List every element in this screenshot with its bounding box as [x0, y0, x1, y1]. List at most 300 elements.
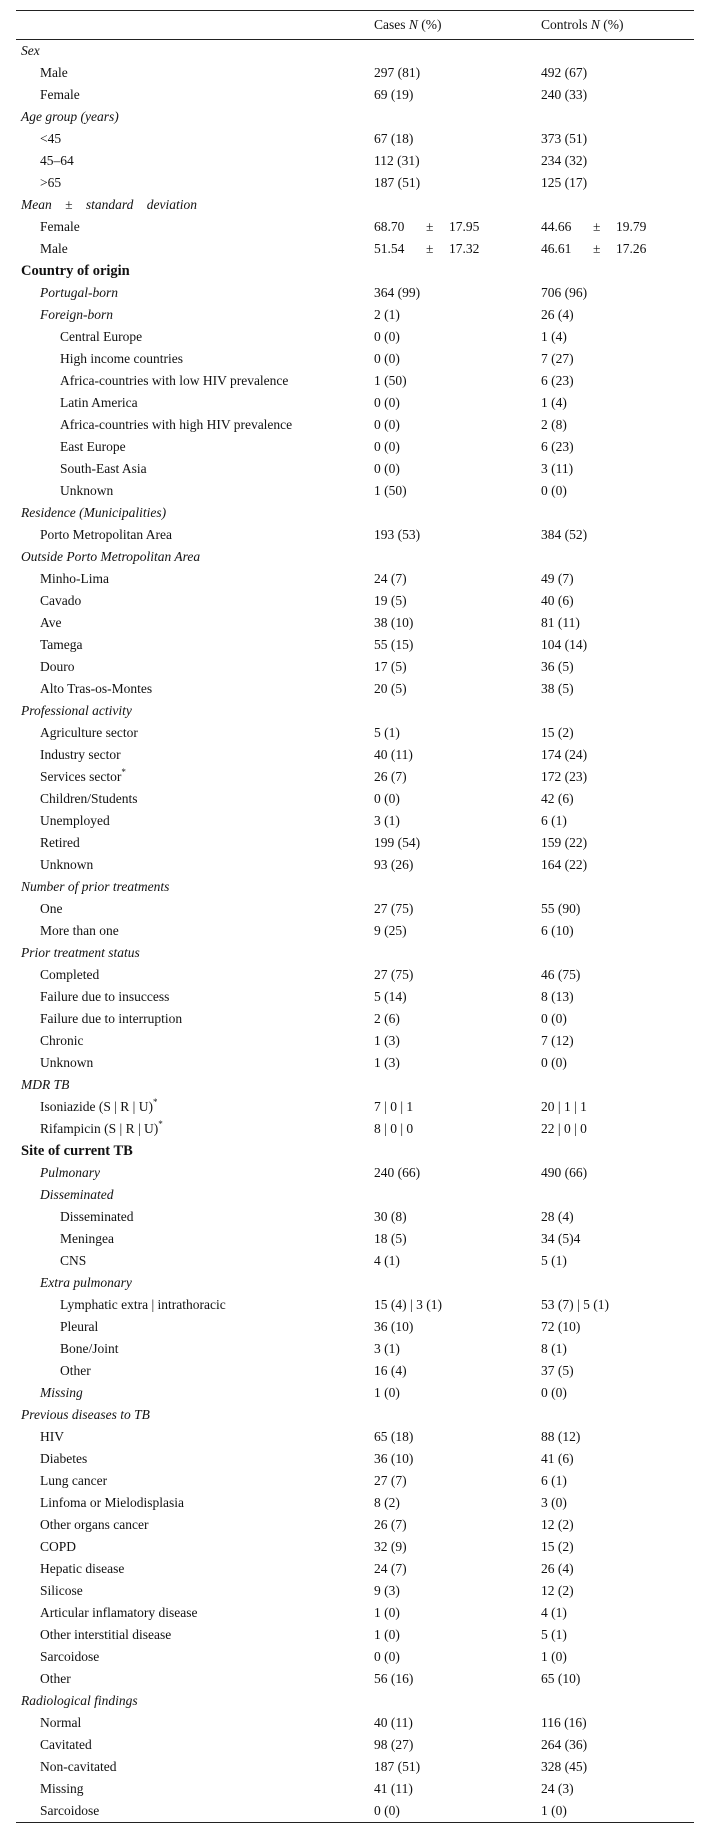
cases-value: 3 (1): [374, 813, 400, 828]
controls-value: 234 (32): [541, 153, 588, 168]
row-label: [60, 1250, 86, 1272]
row-label-text: Unknown: [60, 483, 114, 498]
table-row: [16, 1184, 694, 1206]
row-label: [40, 1558, 124, 1580]
cases-value: 36 (10): [374, 1319, 414, 1334]
table-row: [16, 1690, 694, 1712]
row-label-text: Porto Metropolitan Area: [40, 527, 172, 542]
table-row: [16, 480, 694, 502]
table-row: [16, 282, 694, 304]
table-row: [16, 502, 694, 524]
row-label: [40, 1712, 81, 1734]
cases-value: 1 (0): [374, 1605, 400, 1620]
table-row: [16, 524, 694, 546]
row-label-text: Site of current TB: [21, 1143, 133, 1159]
row-label: [21, 1690, 138, 1712]
controls-value: 38 (5): [541, 681, 574, 696]
cases-value: 193 (53): [374, 527, 421, 542]
row-label-text: Cavado: [40, 593, 82, 608]
row-label: [40, 1096, 158, 1118]
row-label-text: <45: [40, 131, 62, 146]
row-label-text: Retired: [40, 835, 80, 850]
plus-minus: ±: [426, 219, 434, 234]
sd-value: 19.79: [616, 219, 647, 234]
controls-value: 328 (45): [541, 1759, 588, 1774]
controls-value: 22 | 0 | 0: [541, 1121, 587, 1136]
row-label-text: MDR TB: [21, 1077, 70, 1092]
cases-value: 65 (18): [374, 1429, 414, 1444]
cases-value: 297 (81): [374, 65, 421, 80]
table-row: [16, 920, 694, 942]
row-label: [40, 1624, 171, 1646]
row-label: [40, 1448, 87, 1470]
controls-value: 125 (17): [541, 175, 588, 190]
row-label-text: Articular inflamatory disease: [40, 1605, 198, 1620]
table-row: [16, 348, 694, 370]
table-row: [16, 40, 694, 62]
row-label: [40, 1800, 99, 1822]
row-label: [21, 40, 40, 62]
cases-value: 56 (16): [374, 1671, 414, 1686]
table-row: [16, 62, 694, 84]
cases-value: 9 (3): [374, 1583, 400, 1598]
controls-value: 7 (12): [541, 1033, 574, 1048]
row-label-text: Cavitated: [40, 1737, 92, 1752]
table-row: [16, 370, 694, 392]
row-label-text: East Europe: [60, 439, 126, 454]
table-row: [16, 84, 694, 106]
cases-value: 187 (51): [374, 1759, 421, 1774]
cases-value: 19 (5): [374, 593, 407, 608]
row-label: [60, 480, 113, 502]
row-label: [21, 1404, 150, 1426]
row-label-text: Africa-countries with high HIV prevalence: [60, 417, 293, 432]
controls-value: 5 (1): [541, 1627, 567, 1642]
cases-value: 0 (0): [374, 439, 400, 454]
controls-value: 164 (22): [541, 857, 588, 872]
table-row: [16, 1800, 694, 1822]
row-label: [40, 1536, 76, 1558]
row-label-text: Portugal-born: [40, 285, 119, 300]
row-label: [40, 1492, 184, 1514]
controls-value: 12 (2): [541, 1517, 574, 1532]
row-label: [40, 832, 80, 854]
controls-value: 264 (36): [541, 1737, 588, 1752]
cases-value: 26 (7): [374, 1517, 407, 1532]
table-row: [16, 1338, 694, 1360]
cases-value: 9 (25): [374, 923, 407, 938]
cases-mean-sd: [374, 238, 479, 260]
row-label: [40, 1184, 114, 1206]
row-label: [21, 260, 130, 282]
table-row: [16, 1756, 694, 1778]
row-label: [40, 1734, 92, 1756]
cases-value: 15 (4) | 3 (1): [374, 1297, 442, 1312]
cases-value: 17 (5): [374, 659, 407, 674]
controls-value: 174 (24): [541, 747, 588, 762]
row-label: [60, 326, 142, 348]
row-label-text: Industry sector: [40, 747, 121, 762]
row-label: [40, 216, 80, 238]
cases-value: 26 (7): [374, 769, 407, 784]
controls-value: 81 (11): [541, 615, 580, 630]
controls-value: 65 (10): [541, 1671, 581, 1686]
table-row: [16, 414, 694, 436]
table-row: [16, 1030, 694, 1052]
footnote-marker: *: [158, 1119, 163, 1129]
row-label: [40, 1052, 93, 1074]
table-row: [16, 1294, 694, 1316]
cases-value: 24 (7): [374, 1561, 407, 1576]
row-label: [40, 282, 118, 304]
controls-value: 6 (23): [541, 373, 574, 388]
controls-value: 706 (96): [541, 285, 588, 300]
row-label: [21, 700, 132, 722]
table-row: [16, 1602, 694, 1624]
cases-value: 55 (15): [374, 637, 414, 652]
controls-mean-sd: [541, 216, 646, 238]
controls-value: 0 (0): [541, 1055, 567, 1070]
table-row: [16, 260, 694, 282]
cases-value: [374, 238, 479, 260]
row-label-text: Pulmonary: [40, 1165, 100, 1180]
cases-value: 41 (11): [374, 1781, 413, 1796]
table-row: [16, 1250, 694, 1272]
row-label: [40, 722, 138, 744]
cases-value: 69 (19): [374, 87, 414, 102]
cases-value: 2 (1): [374, 307, 400, 322]
row-label: [40, 1646, 99, 1668]
row-label-text: CNS: [60, 1253, 87, 1268]
controls-value: 42 (6): [541, 791, 574, 806]
table-row: [16, 1052, 694, 1074]
row-label-text: Ave: [40, 615, 62, 630]
row-label-text: Agriculture sector: [40, 725, 138, 740]
row-label: [60, 458, 147, 480]
cases-value: 27 (75): [374, 967, 414, 982]
row-label-text: South-East Asia: [60, 461, 147, 476]
row-label-text: Isoniazide (S | R | U): [40, 1099, 154, 1114]
table-row: [16, 1646, 694, 1668]
header-controls: Controls N (%): [541, 17, 624, 32]
cases-value: 2 (6): [374, 1011, 400, 1026]
row-label: [40, 1382, 83, 1404]
controls-value: 15 (2): [541, 725, 574, 740]
row-label-text: Diabetes: [40, 1451, 88, 1466]
cases-value: 187 (51): [374, 175, 421, 190]
table-row: [16, 678, 694, 700]
table-row: [16, 1668, 694, 1690]
table-row: [16, 172, 694, 194]
row-label-text: Latin America: [60, 395, 138, 410]
cases-value: 5 (1): [374, 725, 400, 740]
row-label-text: Douro: [40, 659, 75, 674]
row-label-text: Hepatic disease: [40, 1561, 125, 1576]
row-label-text: Male: [40, 65, 68, 80]
table-row: [16, 1712, 694, 1734]
row-label-text: Male: [40, 241, 68, 256]
table-row: [16, 128, 694, 150]
row-label-text: Outside Porto Metropolitan Area: [21, 549, 201, 564]
table-row: [16, 1360, 694, 1382]
row-label: [40, 1272, 132, 1294]
cases-value: 0 (0): [374, 395, 400, 410]
cases-value: 199 (54): [374, 835, 421, 850]
row-label: [21, 194, 197, 216]
controls-value: 373 (51): [541, 131, 588, 146]
table-row: [16, 832, 694, 854]
cases-value: 8 (2): [374, 1495, 400, 1510]
cases-value: 16 (4): [374, 1363, 407, 1378]
controls-value: 40 (6): [541, 593, 574, 608]
row-label-text: One: [40, 901, 63, 916]
cases-value: 364 (99): [374, 285, 421, 300]
table-row: [16, 106, 694, 128]
table-row: [16, 590, 694, 612]
row-label: [60, 436, 126, 458]
row-label-text: Country of origin: [21, 263, 130, 279]
cases-value: 0 (0): [374, 417, 400, 432]
table-row: [16, 304, 694, 326]
row-label-text: Central Europe: [60, 329, 143, 344]
row-label-text: Mean ± standard deviation: [21, 197, 198, 212]
plus-minus: ±: [426, 241, 434, 256]
cases-value: 0 (0): [374, 1803, 400, 1818]
cases-value: 1 (3): [374, 1033, 400, 1048]
row-label-text: Other: [40, 1671, 71, 1686]
controls-value: 88 (12): [541, 1429, 581, 1444]
controls-value: 159 (22): [541, 835, 588, 850]
row-label-text: Africa-countries with low HIV prevalence: [60, 373, 289, 388]
table-row: [16, 964, 694, 986]
row-label-text: Missing: [40, 1781, 84, 1796]
cases-value: 98 (27): [374, 1737, 414, 1752]
table-row: [16, 1228, 694, 1250]
cases-value: 93 (26): [374, 857, 414, 872]
row-label: [40, 766, 126, 788]
cases-value: 1 (0): [374, 1385, 400, 1400]
row-label-text: Prior treatment status: [21, 945, 140, 960]
controls-value: 490 (66): [541, 1165, 588, 1180]
row-label: [40, 1580, 83, 1602]
footnote-marker: *: [121, 767, 126, 777]
row-label-text: Minho-Lima: [40, 571, 109, 586]
controls-value: 8 (13): [541, 989, 574, 1004]
mean-value: 68.70: [374, 219, 405, 234]
table-row: [16, 1734, 694, 1756]
table-row: [16, 1382, 694, 1404]
table-body: [16, 40, 694, 1822]
table-row: [16, 1162, 694, 1184]
row-label: [40, 1162, 100, 1184]
cases-value: 0 (0): [374, 1649, 400, 1664]
row-label: [40, 744, 121, 766]
row-label: [40, 524, 172, 546]
cases-value: 4 (1): [374, 1253, 400, 1268]
table-bottom-rule: [16, 1822, 694, 1823]
table-row: [16, 744, 694, 766]
row-label: [40, 84, 80, 106]
row-label-text: Female: [40, 219, 80, 234]
row-label-text: 45–64: [40, 153, 74, 168]
controls-value: 37 (5): [541, 1363, 574, 1378]
row-label: [40, 1514, 148, 1536]
table-row: [16, 634, 694, 656]
cases-value: 40 (11): [374, 747, 413, 762]
table-row: [16, 854, 694, 876]
row-label-text: Tamega: [40, 637, 83, 652]
row-label: [21, 876, 169, 898]
row-label: [40, 612, 62, 634]
controls-value: 6 (23): [541, 439, 574, 454]
row-label: [21, 1140, 133, 1162]
row-label: [40, 920, 119, 942]
cases-value: 18 (5): [374, 1231, 407, 1246]
table-row: [16, 1008, 694, 1030]
row-label-text: Residence (Municipalities): [21, 505, 167, 520]
table-row: [16, 1426, 694, 1448]
controls-value: 2 (8): [541, 417, 567, 432]
row-label-text: Unemployed: [40, 813, 110, 828]
controls-value: 6 (1): [541, 1473, 567, 1488]
controls-value: 1 (4): [541, 329, 567, 344]
table-row: [16, 1140, 694, 1162]
controls-mean-sd: [541, 238, 646, 260]
controls-value: 1 (4): [541, 395, 567, 410]
table-row: [16, 722, 694, 744]
row-label: [40, 898, 63, 920]
table-row: [16, 1470, 694, 1492]
row-label: [60, 1228, 114, 1250]
controls-value: 104 (14): [541, 637, 588, 652]
controls-value: 20 | 1 | 1: [541, 1099, 587, 1114]
controls-value: 6 (10): [541, 923, 574, 938]
row-label-text: Number of prior treatments: [21, 879, 170, 894]
controls-value: 3 (11): [541, 461, 574, 476]
row-label: [40, 590, 81, 612]
row-label-text: Age group (years): [21, 109, 119, 124]
controls-value: 28 (4): [541, 1209, 574, 1224]
row-label: [40, 150, 74, 172]
cases-value: 1 (50): [374, 483, 407, 498]
row-label-text: Completed: [40, 967, 100, 982]
controls-value: 1 (0): [541, 1803, 567, 1818]
table-row: [16, 1558, 694, 1580]
table-row: [16, 986, 694, 1008]
sd-value: 17.32: [449, 241, 480, 256]
cases-value: 7 | 0 | 1: [374, 1099, 414, 1114]
row-label-text: Unknown: [40, 1055, 94, 1070]
row-label: [21, 1074, 69, 1096]
table-row: [16, 1514, 694, 1536]
row-label-text: Failure due to interruption: [40, 1011, 183, 1026]
cases-value: 27 (75): [374, 901, 414, 916]
footnote-marker: *: [153, 1097, 158, 1107]
table-row: [16, 1096, 694, 1118]
table-row: [16, 810, 694, 832]
cases-value: 1 (50): [374, 373, 407, 388]
row-label-text: Alto Tras-os-Montes: [40, 681, 153, 696]
controls-value: 172 (23): [541, 769, 588, 784]
row-label-text: Bone/Joint: [60, 1341, 119, 1356]
row-label-text: Linfoma or Mielodisplasia: [40, 1495, 184, 1510]
controls-value: 3 (0): [541, 1495, 567, 1510]
row-label: [60, 1360, 91, 1382]
controls-value: 26 (4): [541, 1561, 574, 1576]
cases-value: 20 (5): [374, 681, 407, 696]
controls-value: 26 (4): [541, 307, 574, 322]
plus-minus: ±: [593, 219, 601, 234]
controls-value: 8 (1): [541, 1341, 567, 1356]
table-row: [16, 942, 694, 964]
row-label: [40, 634, 83, 656]
table-row: [16, 766, 694, 788]
row-label-text: Services sector: [40, 769, 122, 784]
row-label-text: Previous diseases to TB: [21, 1407, 150, 1422]
table-row: [16, 876, 694, 898]
cases-value: 32 (9): [374, 1539, 407, 1554]
cases-value: 27 (7): [374, 1473, 407, 1488]
row-label-text: Pleural: [60, 1319, 99, 1334]
table-row: [16, 612, 694, 634]
controls-value: 1 (0): [541, 1649, 567, 1664]
table-row: [16, 150, 694, 172]
table-row: [16, 546, 694, 568]
row-label: [40, 1470, 107, 1492]
controls-value: [541, 238, 646, 260]
row-label-text: Professional activity: [21, 703, 132, 718]
row-label: [60, 1206, 134, 1228]
row-label: [40, 1668, 71, 1690]
table-row: [16, 656, 694, 678]
row-label: [40, 656, 75, 678]
cases-value: 36 (10): [374, 1451, 414, 1466]
controls-value: 15 (2): [541, 1539, 574, 1554]
table-row: [16, 238, 694, 260]
cases-value: 0 (0): [374, 351, 400, 366]
row-label: [21, 546, 200, 568]
row-label-text: Other interstitial disease: [40, 1627, 172, 1642]
table-row: [16, 1492, 694, 1514]
cases-value: 30 (8): [374, 1209, 407, 1224]
table-row: [16, 898, 694, 920]
controls-value: 5 (1): [541, 1253, 567, 1268]
controls-value: [541, 216, 646, 238]
table-row: [16, 1316, 694, 1338]
row-label-text: Failure due to insuccess: [40, 989, 170, 1004]
cases-value: 0 (0): [374, 461, 400, 476]
row-label: [60, 1294, 226, 1316]
mean-value: 44.66: [541, 219, 572, 234]
table-row: [16, 1536, 694, 1558]
row-label: [60, 414, 292, 436]
row-label-text: Lymphatic extra | intrathoracic: [60, 1297, 226, 1312]
row-label: [40, 62, 68, 84]
controls-value: 240 (33): [541, 87, 588, 102]
row-label-text: Meningea: [60, 1231, 114, 1246]
row-label: [40, 1118, 163, 1140]
cases-value: 67 (18): [374, 131, 414, 146]
controls-value: 34 (5)4: [541, 1231, 581, 1246]
row-label-text: Sarcoidose: [40, 1649, 100, 1664]
table-row: [16, 788, 694, 810]
controls-value: 0 (0): [541, 483, 567, 498]
controls-value: 0 (0): [541, 1385, 567, 1400]
controls-value: 12 (2): [541, 1583, 574, 1598]
row-label: [60, 348, 183, 370]
table-row: [16, 1074, 694, 1096]
cases-value: 1 (0): [374, 1627, 400, 1642]
